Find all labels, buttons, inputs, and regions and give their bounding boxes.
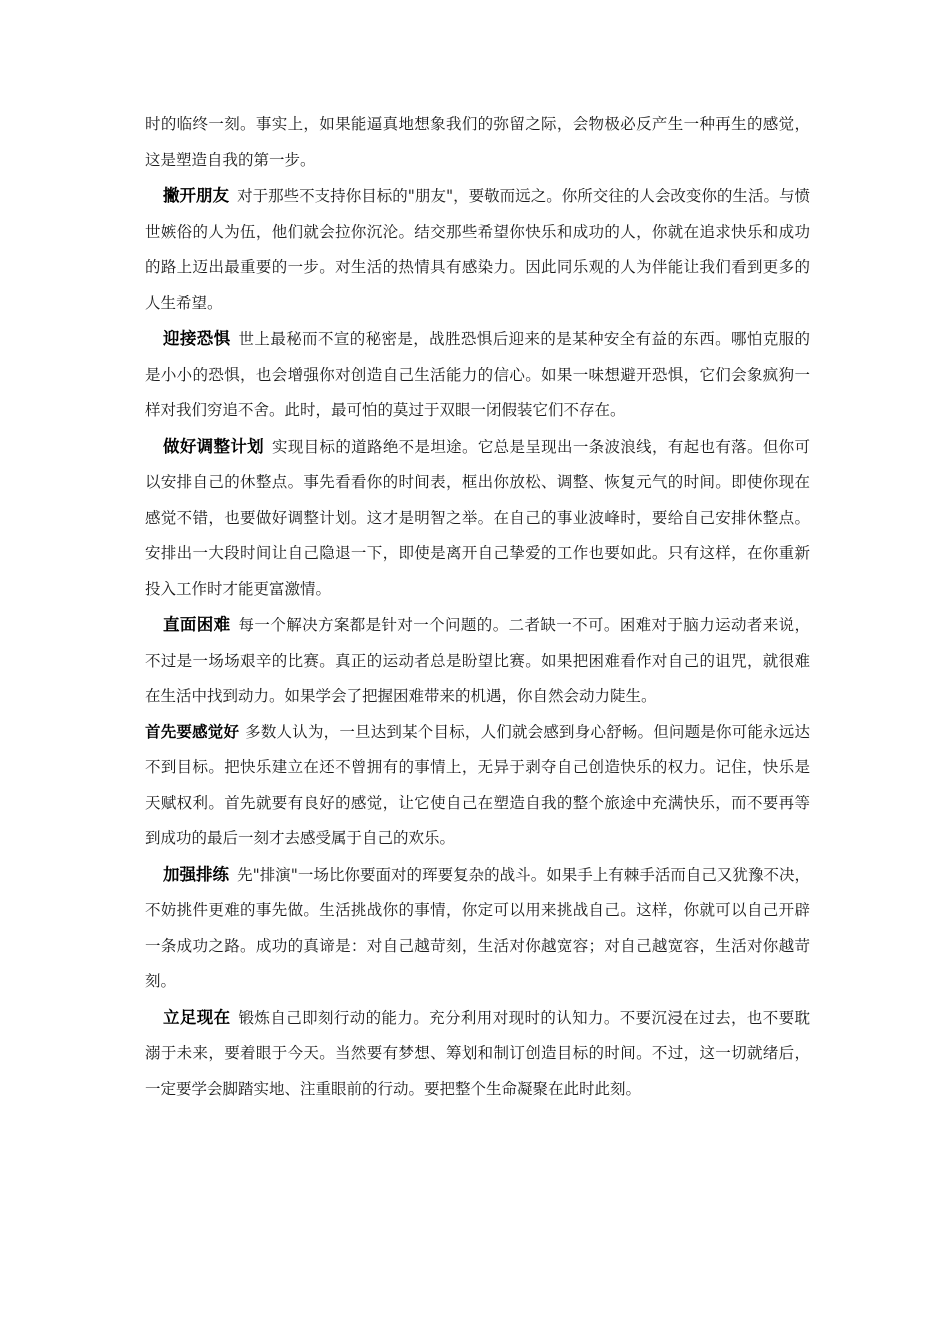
paragraph-heading: 撇开朋友 — [163, 186, 230, 205]
paragraph-heading: 立足现在 — [163, 1007, 231, 1027]
document-body — [145, 107, 810, 1107]
paragraph-friends — [145, 178, 810, 321]
paragraph-present — [145, 1000, 810, 1108]
paragraph-body: 每一个解决方案都是针对一个问题的。二者缺一不可。困难对于脑力运动者来说，不过是一场场艰辛的比赛。真正的运动者总是盼望比赛。如果把困难看作对自己的诅咒，就很难在生活中找到动力。如果学会了把握困难带来的机遇，你自然会动力陡生。 — [145, 616, 810, 705]
paragraph-difficulty — [145, 607, 810, 715]
paragraph-body: 锻炼自己即刻行动的能力。充分利用对现时的认知力。不要沉浸在过去，也不要耽溺于未来，要着眼于今天。当然要有梦想、筹划和制订创造目标的时间。不过，这一切就绪后，一定要学会脚踏实地、注重眼前的行动。要把整个生命凝聚在此时此刻。 — [145, 1008, 810, 1098]
paragraph-feel-good — [145, 715, 810, 857]
paragraph-body: 先"排演"一场比你要面对的珲要复杂的战斗。如果手上有棘手活而自己又犹豫不决，不妨挑件更难的事先做。生活挑战你的事情，你定可以用来挑战自己。这样，你就可以自己开辟一条成功之路。成功的真谛是：对自己越苛刻，生活对你越宽容；对自己越宽容，生活对你越苛刻。 — [145, 865, 811, 990]
paragraph-body: 实现目标的道路绝不是坦途。它总是呈现出一条波浪线，有起也有落。但你可以安排自己的休整点。事先看看你的时间表，框出你放松、调整、恢复元气的时间。即使你现在感觉不错，也要做好调整计划。这才是明智之举。在自己的事业波峰时，要给自己安排休整点。安排出一大段时间让自己隐退一下，即使是离开自己挚爱的工作也要如此。只有这样，在你重新投入工作时才能更富激情。 — [145, 437, 810, 598]
paragraph-body: 对于那些不支持你目标的"朋友"，要敬而远之。你所交往的人会改变你的生活。与愤世嫉俗的人为伍，他们就会拉你沉沦。结交那些希望你快乐和成功的人，你就在追求快乐和成功的路上迈出最重要的一步。对生活的热情具有感染力。因此同乐观的人为伴能让我们看到更多的人生希望。 — [145, 187, 811, 312]
paragraph-heading: 迎接恐惧 — [163, 329, 231, 348]
paragraph-fear — [145, 321, 810, 429]
paragraph-body: 多数人认为，一旦达到某个目标，人们就会感到身心舒畅。但问题是你可能永远达不到目标。把快乐建立在还不曾拥有的事情上，无异于剥夺自己创造快乐的权力。记住，快乐是天赋权利。首先就要有良好的感觉，让它使自己在塑造自我的整个旅途中充满快乐，而不要再等到成功的最后一刻才去感受属于自己的欢乐。 — [145, 722, 810, 847]
paragraph-heading: 做好调整计划 — [163, 436, 264, 456]
paragraph-plan — [145, 429, 810, 608]
paragraph-intro — [145, 107, 810, 178]
paragraph-body: 时的临终一刻。事实上，如果能逼真地想象我们的弥留之际，会物极必反产生一种再生的感觉，这是塑造自我的第一步。 — [145, 115, 810, 169]
paragraph-heading: 首先要感觉好 — [145, 722, 240, 741]
paragraph-body: 世上最秘而不宣的秘密是，战胜恐惧后迎来的是某种安全有益的东西。哪怕克服的是小小的恐惧，也会增强你对创造自己生活能力的信心。如果一味想避开恐惧，它们会象疯狗一样对我们穷追不舍。此时，最可怕的莫过于双眼一闭假装它们不存在。 — [145, 330, 810, 419]
paragraph-heading: 加强排练 — [163, 864, 230, 884]
paragraph-rehearse — [145, 857, 810, 1000]
paragraph-heading: 直面困难 — [163, 615, 231, 634]
